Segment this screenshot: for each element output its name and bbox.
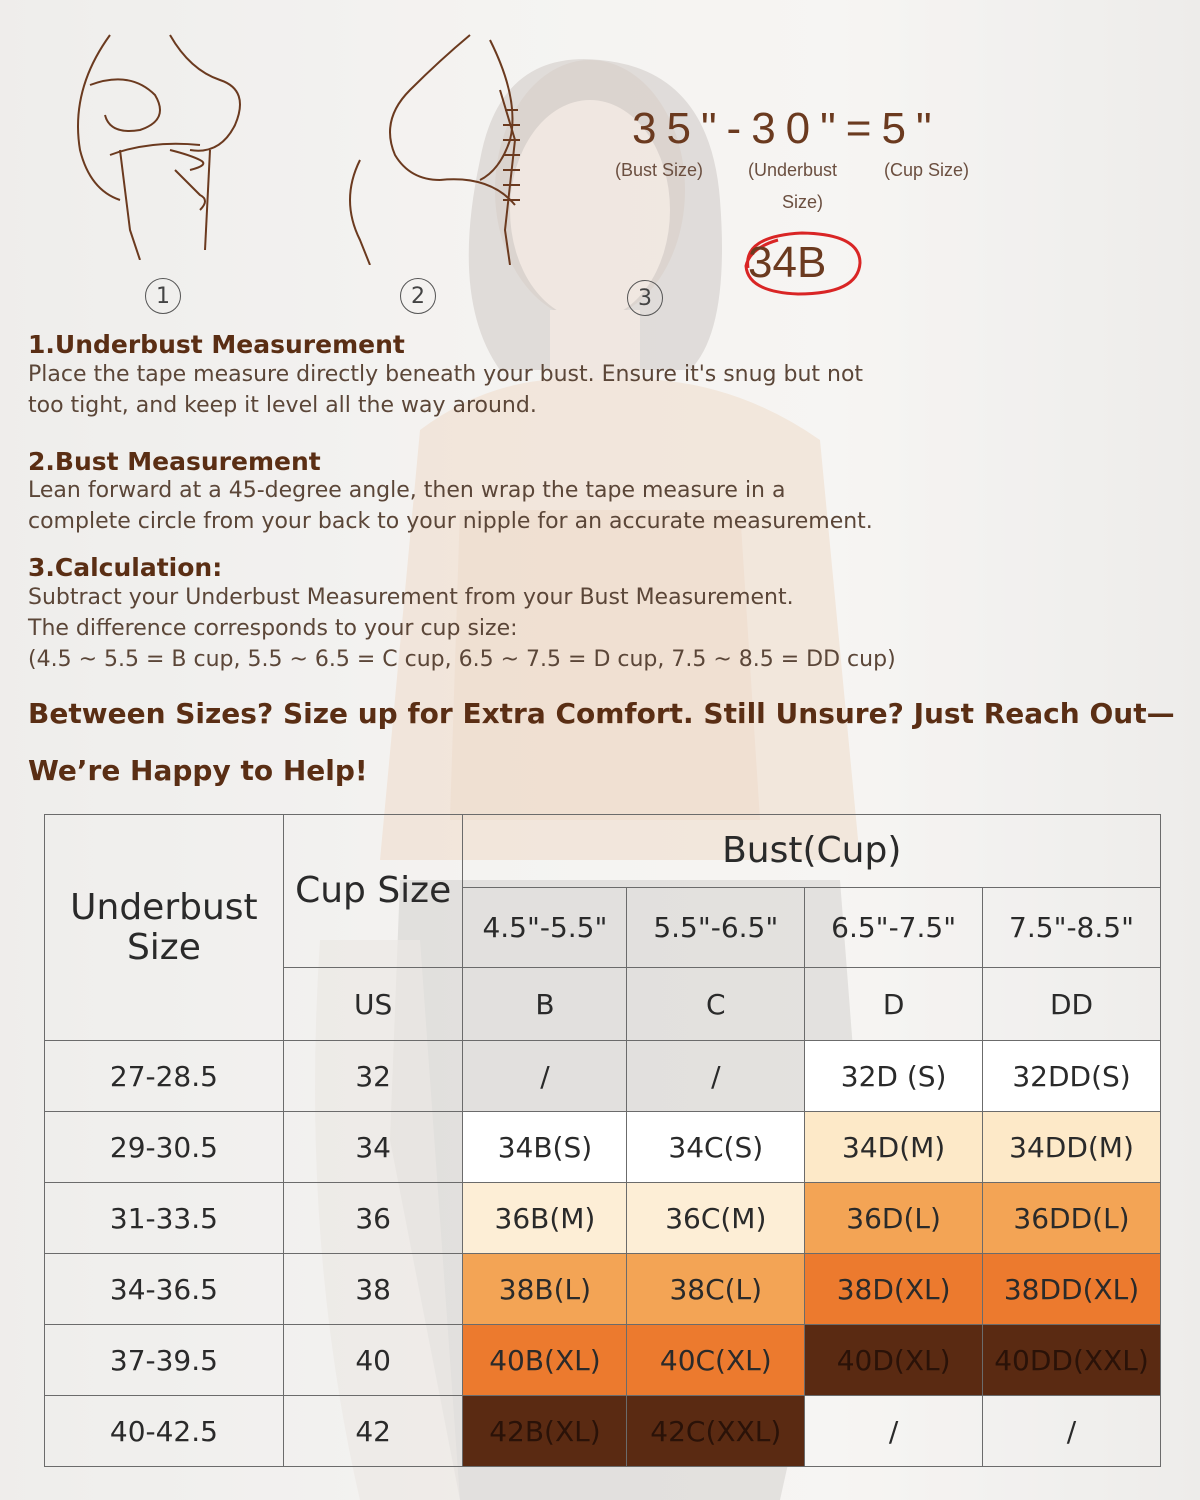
size-cell: 34D(M) — [805, 1112, 983, 1183]
table-row — [45, 1254, 1161, 1325]
measure-underbust-illustration — [50, 30, 250, 260]
size-cell: 32D (S) — [805, 1041, 983, 1112]
range-header: 4.5"-5.5" — [463, 888, 627, 968]
bust-size-label: (Bust Size) — [615, 160, 704, 180]
underbust-label-line1: (Underbust — [748, 160, 838, 180]
size-cell: 36D(L) — [805, 1183, 983, 1254]
calculation-title: 3.Calculation: — [28, 553, 223, 582]
underbust-range-cell: 34-36.5 — [45, 1254, 284, 1325]
table-row — [45, 1396, 1161, 1467]
table-row — [45, 1325, 1161, 1396]
underbust-range-cell: 29-30.5 — [45, 1112, 284, 1183]
underbust-label-line2: Size) — [782, 192, 824, 212]
sizing-callout: Between Sizes? Size up for Extra Comfort. Still Unsure? Just Reach Out—We’re Happy to Help! — [28, 697, 1175, 787]
size-cell: 38D(XL) — [805, 1254, 983, 1325]
size-cell: 38DD(XL) — [983, 1254, 1161, 1325]
size-cell: 36B(M) — [463, 1183, 627, 1254]
size-cell: 40D(XL) — [805, 1325, 983, 1396]
size-cell: 40B(XL) — [463, 1325, 627, 1396]
size-cell: / — [463, 1041, 627, 1112]
size-cell: 36DD(L) — [983, 1183, 1161, 1254]
cup-letter: B — [463, 968, 627, 1041]
size-cell: 34B(S) — [463, 1112, 627, 1183]
step-3-badge: 3 — [627, 280, 663, 316]
size-cell: 42B(XL) — [463, 1396, 627, 1467]
size-cell: 42C(XXL) — [627, 1396, 805, 1467]
table-row — [45, 1041, 1161, 1112]
cup-letter: D — [805, 968, 983, 1041]
size-cell: 40DD(XXL) — [983, 1325, 1161, 1396]
size-cell: 40C(XL) — [627, 1325, 805, 1396]
result-size: 34B — [748, 238, 827, 287]
step-1-badge: 1 — [145, 278, 181, 314]
size-cell: / — [983, 1396, 1161, 1467]
cup-size-header: Cup Size — [283, 815, 463, 968]
underbust-range-cell: 40-42.5 — [45, 1396, 284, 1467]
cup-formula: 35"-30"=5" — [632, 104, 942, 153]
size-chart-table — [44, 814, 1161, 1467]
us-band-cell: 36 — [283, 1183, 463, 1254]
size-cell: 34C(S) — [627, 1112, 805, 1183]
bust-cup-header: Bust(Cup) — [463, 815, 1161, 888]
underbust-range-cell: 31-33.5 — [45, 1183, 284, 1254]
us-band-cell: 42 — [283, 1396, 463, 1467]
size-cell: 36C(M) — [627, 1183, 805, 1254]
size-cell: / — [627, 1041, 805, 1112]
underbust-title: 1.Underbust Measurement — [28, 330, 405, 359]
step-2-badge: 2 — [400, 278, 436, 314]
cup-letter: DD — [983, 968, 1161, 1041]
cup-letter: C — [627, 968, 805, 1041]
measure-bust-illustration — [340, 30, 550, 265]
range-header: 7.5"-8.5" — [983, 888, 1161, 968]
us-label: US — [283, 968, 463, 1041]
us-band-cell: 40 — [283, 1325, 463, 1396]
size-cell: 32DD(S) — [983, 1041, 1161, 1112]
range-header: 6.5"-7.5" — [805, 888, 983, 968]
underbust-body: Place the tape measure directly beneath your bust. Ensure it's snug but not too tight, and keep it level all the way around. — [28, 362, 864, 418]
size-cell: 38B(L) — [463, 1254, 627, 1325]
size-cell: / — [805, 1396, 983, 1467]
cup-size-label: (Cup Size) — [884, 160, 970, 180]
table-row — [45, 1112, 1161, 1183]
us-band-cell: 38 — [283, 1254, 463, 1325]
size-cell: 34DD(M) — [983, 1112, 1161, 1183]
us-band-cell: 32 — [283, 1041, 463, 1112]
table-row — [45, 1183, 1161, 1254]
size-cell: 38C(L) — [627, 1254, 805, 1325]
bust-body: Lean forward at a 45-degree angle, then wrap the tape measure in a complete circle from your back to your nipple for an accurate measurement. — [28, 478, 873, 534]
calculation-body: Subtract your Underbust Measurement from your Bust Measurement. The difference corresponds to your cup size: (4.5 ~ 5.5 = B cup, 5.5 ~ 6.5 = C cup, 6.5 ~ 7.5 = D cup, 7.5 ~ 8.5 = DD cup) — [28, 585, 896, 672]
range-header: 5.5"-6.5" — [627, 888, 805, 968]
underbust-range-cell: 37-39.5 — [45, 1325, 284, 1396]
us-band-cell: 34 — [283, 1112, 463, 1183]
underbust-size-header: Underbust Size — [45, 815, 284, 1041]
bust-title: 2.Bust Measurement — [28, 447, 321, 476]
underbust-range-cell: 27-28.5 — [45, 1041, 284, 1112]
